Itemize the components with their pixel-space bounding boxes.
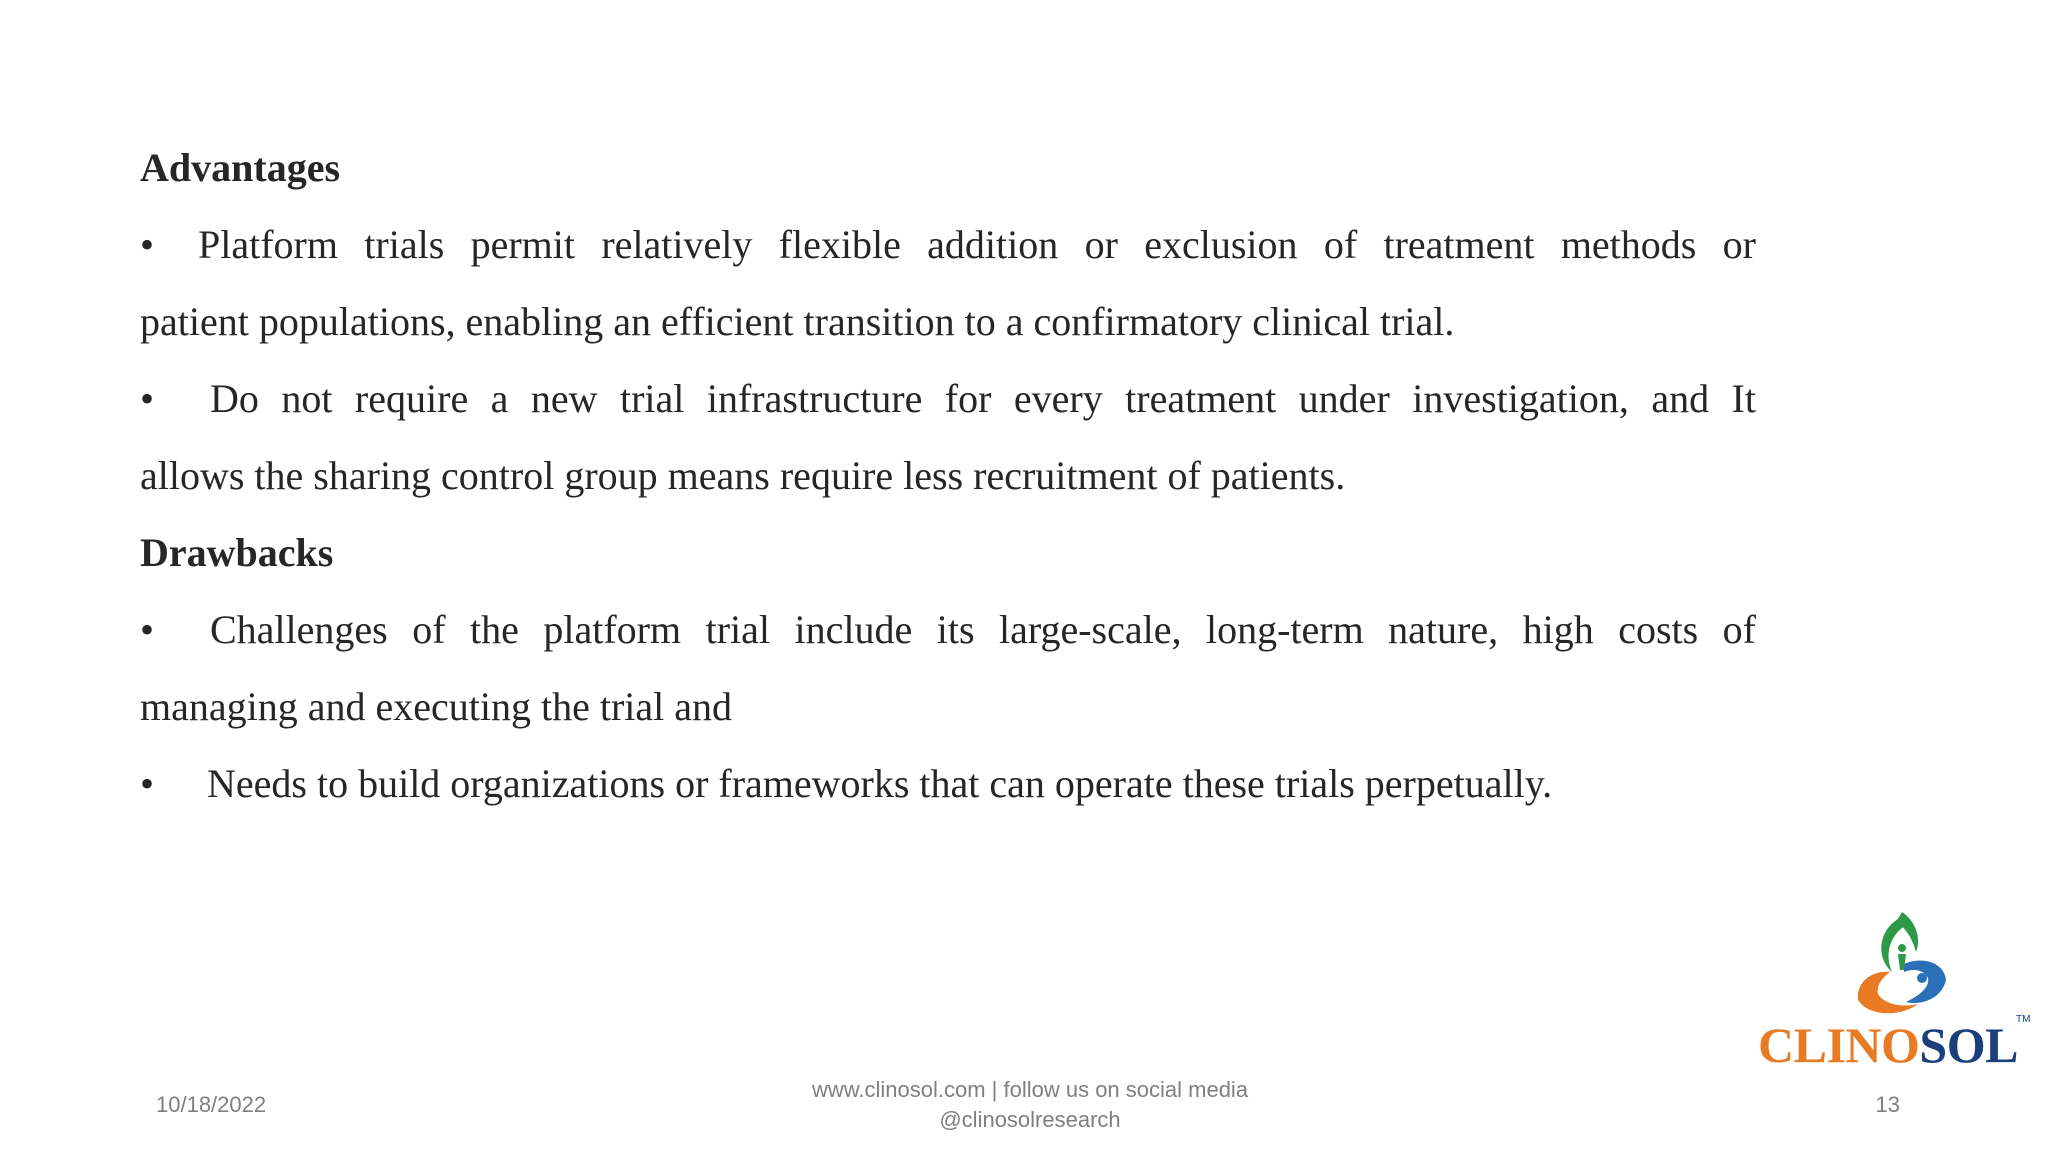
drawbacks-bullet-1-line-1 (140, 591, 1756, 668)
advantages-bullet-1-line-2: patient populations, enabling an efficient transition to a confirmatory clinical trial. (140, 299, 1455, 344)
footer-handle-line: @clinosolresearch (939, 1107, 1121, 1132)
bullet-marker: • (140, 761, 155, 806)
bullet-text: Needs to build organizations or frameworks that can operate these trials perpetually. (207, 761, 1553, 806)
bullet-text: Do not require a new trial infrastructure for every treatment under investigation, and It (210, 376, 1756, 421)
advantages-bullet-2-line-2: allows the sharing control group means require less recruitment of patients. (140, 453, 1346, 498)
clinosol-logo (1752, 906, 2040, 1076)
footer-date: 10/18/2022 (156, 1092, 267, 1117)
page-number: 13 (1875, 1092, 1900, 1117)
footer-social (690, 1075, 1370, 1135)
bullet-text: Platform trials permit relatively flexible addition or exclusion of treatment methods or (198, 222, 1756, 267)
logo-wordmark-sol: SOL (1919, 1017, 2018, 1073)
logo-wordmark-clino: CLINO (1758, 1017, 1920, 1073)
logo-wordmark (1758, 1016, 2018, 1074)
slide-content (140, 129, 1756, 822)
footer-website-line: www.clinosol.com | follow us on social media (811, 1077, 1249, 1102)
advantages-bullet-2-line-1 (140, 360, 1756, 437)
drawbacks-bullet-1-line-2: managing and executing the trial and (140, 684, 733, 729)
drawbacks-bullet-2-line-1 (140, 745, 1756, 822)
advantages-bullet-1-line-1 (140, 206, 1756, 283)
trademark-symbol: TM (2016, 1014, 2031, 1025)
drawbacks-heading: Drawbacks (140, 530, 334, 575)
advantages-heading: Advantages (140, 145, 341, 190)
bullet-text: Challenges of the platform trial include its large-scale, long-term nature, high costs of (210, 607, 1756, 652)
bullet-marker: • (140, 222, 155, 267)
bullet-marker: • (140, 376, 155, 421)
logo-emblem-icon (1752, 906, 2040, 1016)
bullet-marker: • (140, 607, 155, 652)
